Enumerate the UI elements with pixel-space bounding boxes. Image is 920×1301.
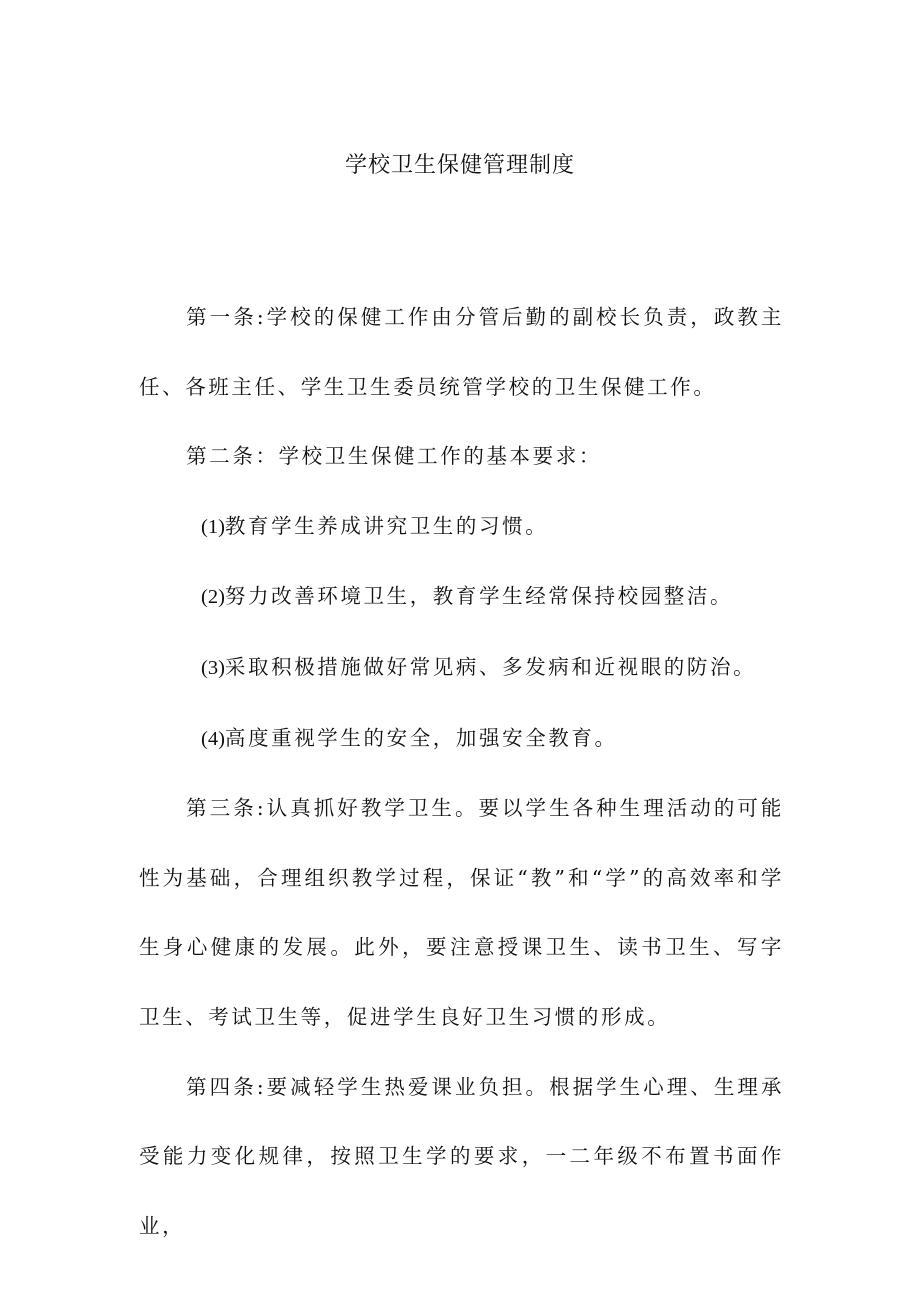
item-number: (1) [201, 515, 225, 538]
item-number: (3) [201, 656, 225, 679]
item-text: 采取积极措施做好常见病、多发病和近视眼的防治。 [224, 654, 757, 679]
item-number: (2) [201, 586, 225, 609]
article-4: 第四条:要减轻学生热爱课业负担。根据学生心理、生理承受能力变化规律，按照卫生学的要求，一二年级不布置书面作业， [139, 1074, 784, 1238]
article-1: 第一条:学校的保健工作由分管后勤的副校长负责，政教主任、各班主任、学生卫生委员统管学校的卫生保健工作。 [139, 305, 784, 399]
document-title: 学校卫生保健管理制度 [344, 153, 575, 178]
document-body [139, 283, 784, 1261]
article-2: 第二条：学校卫生保健工作的基本要求： [186, 444, 602, 469]
item-number: (4) [201, 727, 225, 750]
requirement-item-2 [139, 562, 784, 633]
requirement-item-4 [139, 704, 784, 775]
requirement-item-1 [139, 492, 784, 563]
item-text: 高度重视学生的安全，加强安全教育。 [224, 725, 618, 750]
article-3: 第三条:认真抓好教学卫生。要以学生各种生理活动的可能性为基础，合理组织教学过程，保证“教”和“学”的高效率和学生身心健康的发展。此外，要注意授课卫生、读书卫生、写字卫生、考试卫生等，促进学生良好卫生习惯的形成。 [139, 796, 784, 1029]
requirement-item-3 [139, 633, 784, 704]
item-text: 教育学生养成讲究卫生的习惯。 [224, 513, 549, 538]
item-text: 努力改善环境卫生，教育学生经常保持校园整洁。 [224, 584, 734, 609]
